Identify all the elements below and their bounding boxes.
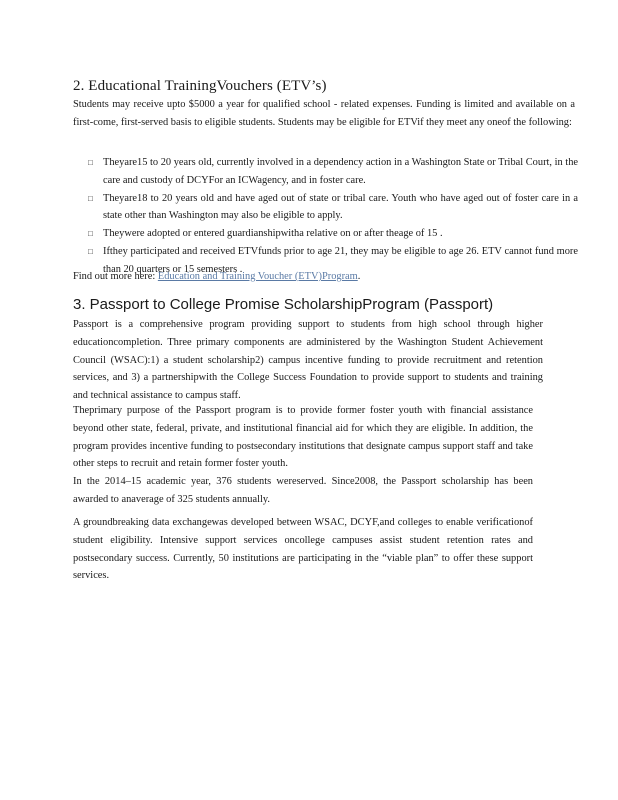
section-heading-etv: 2. Educational TrainingVouchers (ETV’s) [73,78,327,94]
passport-paragraph-statistics: In the 2014–15 academic year, 376 students wereserved. Since2008, the Passport scholarship has been awarded to anaverage of 325 students annually. [73,476,533,505]
find-out-suffix: . [357,271,361,282]
find-out-more-line [73,271,360,282]
bullet-box-icon: □ [88,193,93,203]
etv-intro-paragraph: Students may receive upto $5000 a year for qualified school - related expenses. Funding is limited and available on a first-come, first-served basis to eligible students. Students may be eligible for ETVif they meet any oneof the following: [73,99,575,128]
list-item-text: Ifthey participated and received ETVfunds prior to age 21, they may be eligible to age 26. ETV cannot fund more than 20 quarters or 15 semesters . [103,245,578,275]
bullet-box-icon: □ [88,229,93,239]
bullet-box-icon: □ [88,246,93,256]
list-item [88,154,578,190]
passport-paragraph-purpose: Theprimary purpose of the Passport program is to provide former foster youth with financial assistance beyond other state, federal, private, and institutional financial aid for which they are eligible. In addition, the program provides incentive funding to postsecondary institutions that designate campus support staff and take other steps to recruit and retain former foster youth. [73,405,533,470]
passport-paragraph-overview: Passport is a comprehensive program providing support to students from high school through higher educationcompletion. Three primary components are administered by the Washington Student Achievement Council (WSAC):1) a student scholarship2) campus incentive funding to provide recruitment and retention services, and 3) a partnershipwith the College Success Foundation to provide support to students and training and technical assistance to campus staff. [73,319,543,402]
list-item [88,190,578,226]
bullet-box-icon: □ [88,158,93,167]
list-item-text: Theyare18 to 20 years old and have aged out of state or tribal care. Youth who have aged out of foster care in a state other than Washington may also be eligible to apply. [103,192,578,222]
etv-program-link[interactable]: Education and Training Voucher (ETV)Program [157,271,358,282]
list-item-text: Theywere adopted or entered guardianshipwitha relative on or after theage of 15 . [103,228,443,240]
section-heading-passport: 3. Passport to College Promise ScholarshipProgram (Passport) [73,296,494,313]
etv-eligibility-list [88,154,578,279]
find-out-label: Find out more here: [73,271,158,282]
list-item-text: Theyare15 to 20 years old, currently involved in a dependency action in a Washington State or Tribal Court, in the care and custody of DCYFor an ICWagency, and in foster care. [103,157,578,186]
passport-paragraph-data-exchange: A groundbreaking data exchangewas developed between WSAC, DCYF,and colleges to enable verificationof student eligibility. Intensive support services oncollege campuses assist student retention rates and postsecondary success. Currently, 50 institutions are participating in the “viable plan” to offer these support services. [73,517,533,582]
list-item [88,225,578,243]
